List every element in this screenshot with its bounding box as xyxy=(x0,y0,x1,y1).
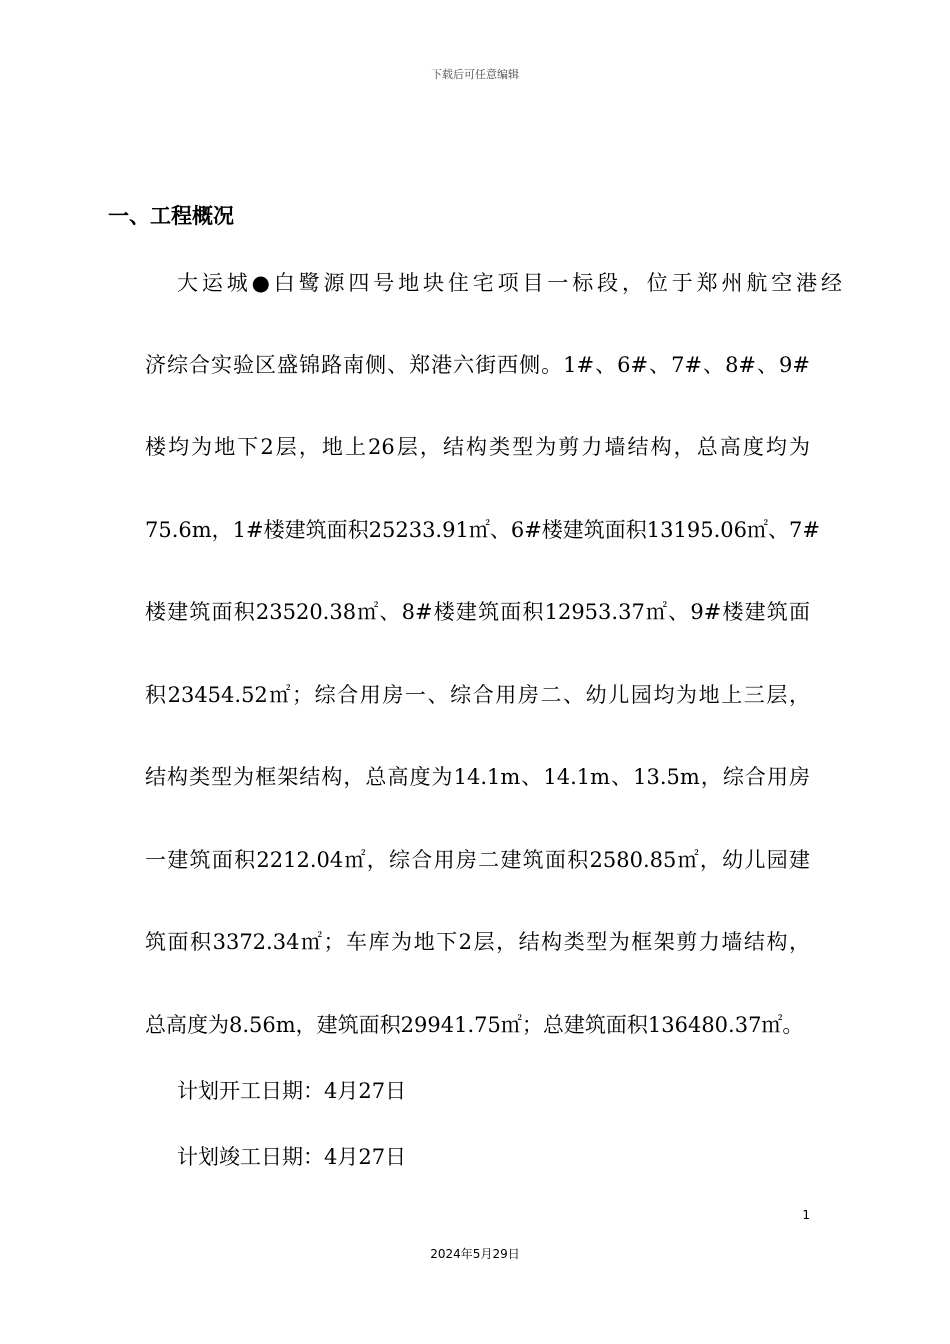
section-title: 一、工程概况 xyxy=(108,204,234,228)
end-date: 计划竣工日期：4月27日 xyxy=(177,1145,407,1169)
paragraph-line: 一建筑面积2212.04㎡，综合用房二建筑面积2580.85㎡，幼儿园建 xyxy=(145,848,810,872)
paragraph-line: 济综合实验区盛锦路南侧、郑港六街西侧。1#、6#、7#、8#、9# xyxy=(145,353,810,377)
paragraph-line: 总高度为8.56m，建筑面积29941.75㎡；总建筑面积136480.37㎡。 xyxy=(145,1013,804,1037)
header-note: 下载后可任意编辑 xyxy=(431,68,519,81)
paragraph-line: 积23454.52㎡；综合用房一、综合用房二、幼儿园均为地上三层， xyxy=(145,683,810,707)
footer-date: 2024年5月29日 xyxy=(430,1247,520,1261)
start-date: 计划开工日期：4月27日 xyxy=(177,1079,407,1103)
paragraph-line: 大运城●白鹭源四号地块住宅项目一标段，位于郑州航空港经 xyxy=(177,271,842,295)
paragraph-line: 75.6m，1#楼建筑面积25233.91㎡、6#楼建筑面积13195.06㎡、7# xyxy=(145,518,820,542)
paragraph-line: 筑面积3372.34㎡；车库为地下2层，结构类型为框架剪力墙结构， xyxy=(145,930,810,954)
paragraph-line: 结构类型为框架结构，总高度为14.1m、14.1m、13.5m，综合用房 xyxy=(145,765,810,789)
paragraph-line: 楼建筑面积23520.38㎡、8#楼建筑面积12953.37㎡、9#楼建筑面 xyxy=(145,600,810,624)
page-number: 1 xyxy=(802,1208,810,1222)
paragraph-line: 楼均为地下2层，地上26层，结构类型为剪力墙结构，总高度均为 xyxy=(145,435,810,459)
